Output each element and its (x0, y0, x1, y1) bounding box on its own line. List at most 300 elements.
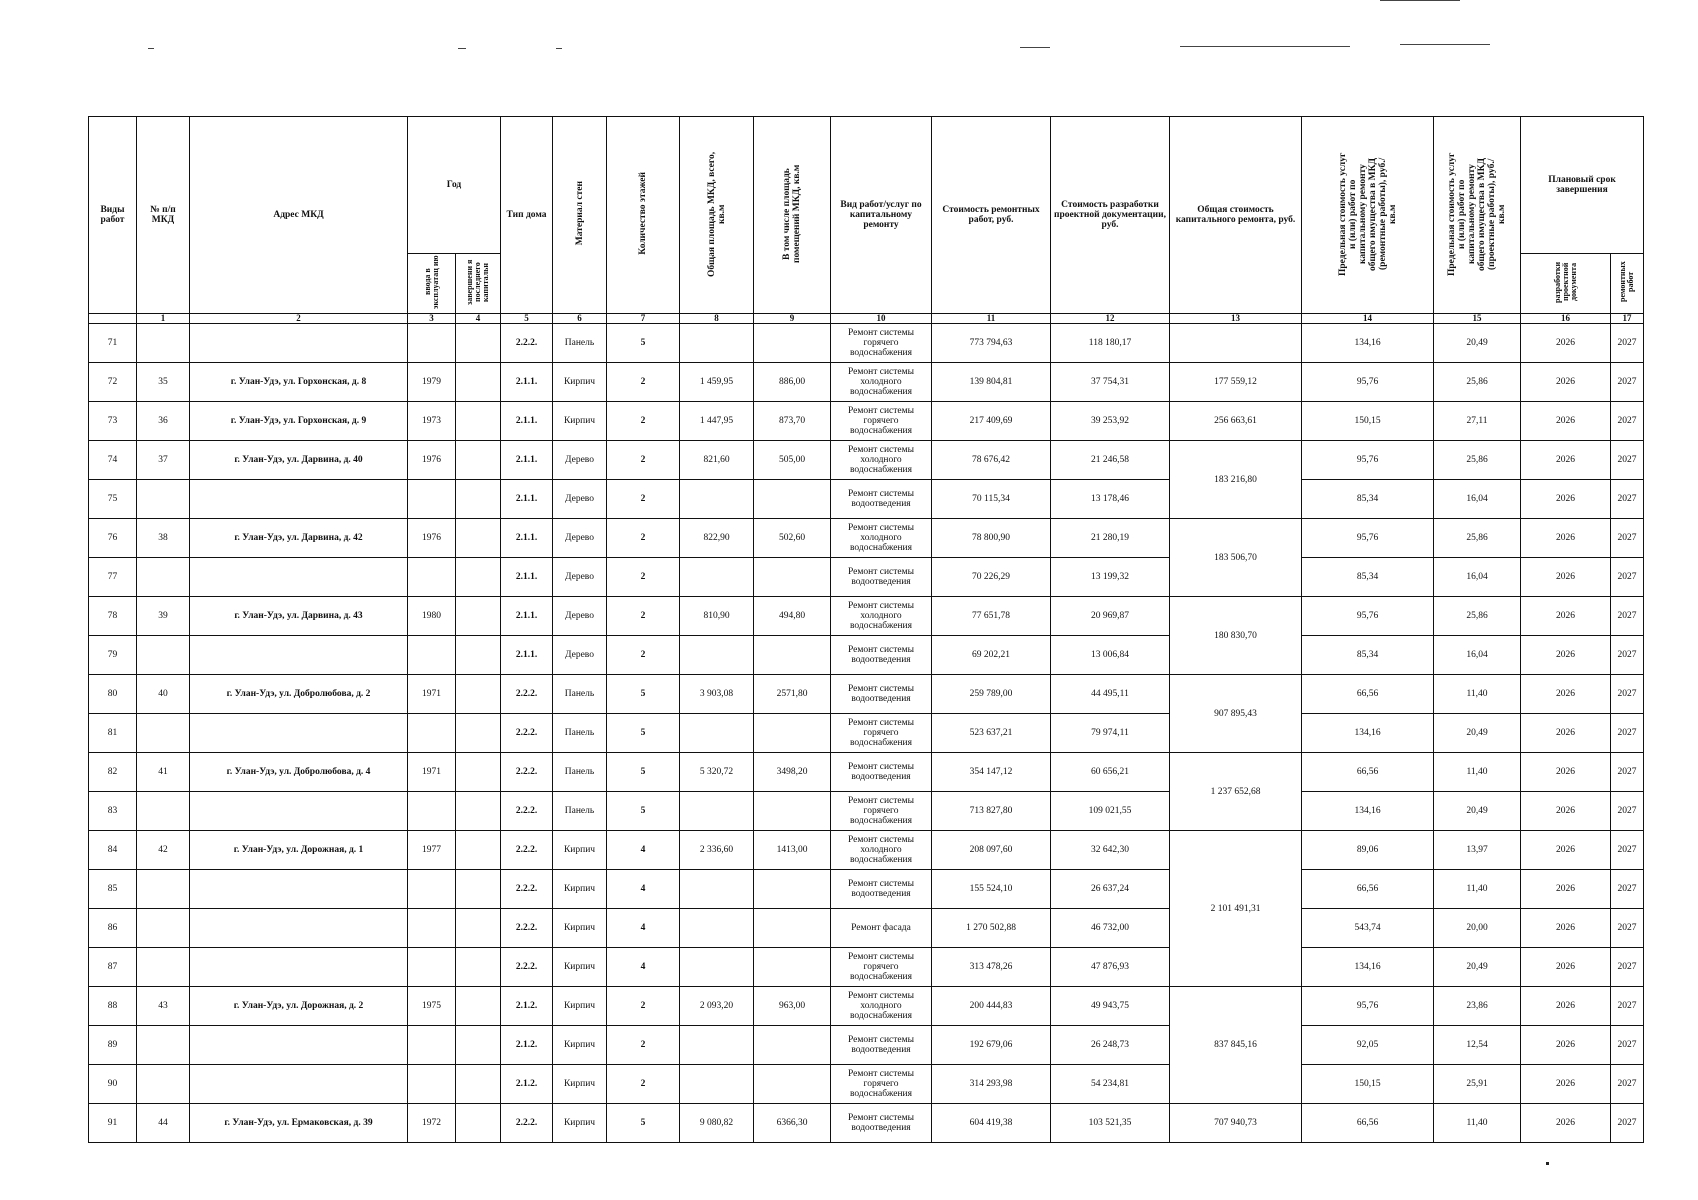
scan-mark (1020, 47, 1050, 48)
cell-design-cost: 20 969,87 (1051, 597, 1170, 636)
cell-premises-area (754, 714, 831, 753)
cell-year-commissioning: 1971 (408, 675, 456, 714)
cell-repair-cost: 313 478,26 (932, 948, 1051, 987)
cell-total-cost: 180 830,70 (1170, 597, 1302, 675)
cell-year-commissioning (408, 792, 456, 831)
cell-design-cost: 118 180,17 (1051, 324, 1170, 363)
cell-work-code: 83 (89, 792, 137, 831)
cell-total-area: 1 459,95 (680, 363, 754, 402)
cell-total-area: 5 320,72 (680, 753, 754, 792)
column-number-row (89, 314, 1677, 324)
th-design-cost: Стоимость разработки проектной документации, руб. (1051, 117, 1170, 314)
cell-term-repair: 2027 (1611, 948, 1644, 987)
cell-repair-kind: Ремонт системы водоотведения (831, 753, 932, 792)
cell-work-code: 89 (89, 1026, 137, 1065)
cell-term-design: 2026 (1521, 597, 1611, 636)
table-row (89, 753, 1677, 792)
cell-limit-design: 13,97 (1434, 831, 1521, 870)
cell-limit-repair: 134,16 (1302, 714, 1434, 753)
cell-limit-design: 25,86 (1434, 441, 1521, 480)
cell-term-repair: 2027 (1611, 441, 1644, 480)
cell-design-cost: 13 178,46 (1051, 480, 1170, 519)
cell-floors: 2 (607, 597, 680, 636)
scan-mark (556, 48, 562, 49)
th-num: 9 (754, 314, 831, 324)
cell-repair-cost: 604 419,38 (932, 1104, 1051, 1143)
table-row (89, 987, 1677, 1026)
cell-term-repair: 2027 (1611, 363, 1644, 402)
cell-repair-kind: Ремонт системы горячего водоснабжения (831, 324, 932, 363)
cell-mkd-number (137, 948, 190, 987)
cell-address (190, 870, 408, 909)
cell-floors: 4 (607, 948, 680, 987)
cell-repair-cost: 523 637,21 (932, 714, 1051, 753)
cell-address (190, 324, 408, 363)
cell-wall-material: Кирпич (553, 1104, 607, 1143)
cell-year-last-repair (456, 714, 501, 753)
cell-wall-material: Кирпич (553, 870, 607, 909)
cell-mkd-number (137, 792, 190, 831)
cell-work-code: 71 (89, 324, 137, 363)
th-num: 16 (1521, 314, 1611, 324)
cell-repair-cost: 139 804,81 (932, 363, 1051, 402)
cell-limit-design: 16,04 (1434, 558, 1521, 597)
cell-repair-kind: Ремонт системы холодного водоснабжения (831, 363, 932, 402)
cell-premises-area: 494,80 (754, 597, 831, 636)
cell-house-type: 2.1.2. (501, 1026, 553, 1065)
cell-year-last-repair (456, 363, 501, 402)
cell-repair-kind: Ремонт системы горячего водоснабжения (831, 1065, 932, 1104)
cell-wall-material: Панель (553, 714, 607, 753)
cell-wall-material: Дерево (553, 519, 607, 558)
table-row (89, 792, 1677, 831)
cell-house-type: 2.1.1. (501, 636, 553, 675)
cell-total-cost: 183 506,70 (1170, 519, 1302, 597)
cell-wall-material: Дерево (553, 597, 607, 636)
cell-repair-cost: 70 226,29 (932, 558, 1051, 597)
cell-limit-repair: 85,34 (1302, 636, 1434, 675)
cell-repair-cost: 354 147,12 (932, 753, 1051, 792)
cell-address: г. Улан-Удэ, ул. Ермаковская, д. 39 (190, 1104, 408, 1143)
cell-limit-design: 20,49 (1434, 714, 1521, 753)
cell-address (190, 1026, 408, 1065)
cell-house-type: 2.1.1. (501, 402, 553, 441)
scan-mark (148, 48, 154, 49)
cell-total-area (680, 948, 754, 987)
cell-limit-design: 25,91 (1434, 1065, 1521, 1104)
th-planned-term: Плановый срок завершения (1521, 117, 1644, 254)
cell-limit-repair: 150,15 (1302, 402, 1434, 441)
cell-total-area: 2 093,20 (680, 987, 754, 1026)
table-row (89, 714, 1677, 753)
cell-premises-area (754, 1026, 831, 1065)
cell-house-type: 2.1.2. (501, 1065, 553, 1104)
cell-limit-repair: 134,16 (1302, 948, 1434, 987)
cell-floors: 2 (607, 519, 680, 558)
cell-design-cost: 44 495,11 (1051, 675, 1170, 714)
cell-design-cost: 49 943,75 (1051, 987, 1170, 1026)
cell-term-repair: 2027 (1611, 714, 1644, 753)
cell-premises-area (754, 948, 831, 987)
cell-wall-material: Кирпич (553, 831, 607, 870)
cell-mkd-number: 44 (137, 1104, 190, 1143)
cell-mkd-number: 42 (137, 831, 190, 870)
cell-repair-kind: Ремонт системы водоотведения (831, 558, 932, 597)
cell-design-cost: 103 521,35 (1051, 1104, 1170, 1143)
cell-year-commissioning (408, 636, 456, 675)
cell-repair-kind: Ремонт системы водоотведения (831, 1104, 932, 1143)
th-num: 11 (932, 314, 1051, 324)
cell-address (190, 792, 408, 831)
capital-repair-table (88, 116, 1677, 1143)
cell-house-type: 2.1.1. (501, 363, 553, 402)
cell-mkd-number: 38 (137, 519, 190, 558)
cell-design-cost: 54 234,81 (1051, 1065, 1170, 1104)
cell-house-type: 2.1.1. (501, 597, 553, 636)
cell-term-design: 2026 (1521, 675, 1611, 714)
cell-design-cost: 26 248,73 (1051, 1026, 1170, 1065)
cell-year-last-repair (456, 558, 501, 597)
cell-repair-kind: Ремонт системы холодного водоснабжения (831, 597, 932, 636)
cell-wall-material: Кирпич (553, 402, 607, 441)
cell-work-code: 82 (89, 753, 137, 792)
cell-house-type: 2.2.2. (501, 948, 553, 987)
th-total-cost: Общая стоимость капитального ремонта, руб. (1170, 117, 1302, 314)
cell-limit-repair: 95,76 (1302, 597, 1434, 636)
cell-limit-design: 20,49 (1434, 948, 1521, 987)
th-repair-kind: Вид работ/услуг по капитальному ремонту (831, 117, 932, 314)
cell-limit-repair: 95,76 (1302, 441, 1434, 480)
cell-mkd-number (137, 558, 190, 597)
cell-repair-kind: Ремонт системы холодного водоснабжения (831, 441, 932, 480)
table-row (89, 324, 1677, 363)
cell-limit-repair: 85,34 (1302, 480, 1434, 519)
cell-floors: 4 (607, 909, 680, 948)
cell-floors: 2 (607, 402, 680, 441)
th-num: 6 (553, 314, 607, 324)
cell-floors: 2 (607, 480, 680, 519)
cell-work-code: 86 (89, 909, 137, 948)
cell-repair-cost: 78 800,90 (932, 519, 1051, 558)
cell-repair-cost: 155 524,10 (932, 870, 1051, 909)
th-limit-design: Предельная стоимость услуг и (или) работ по капитальному ремонту общего имущества в МКД (проектные работы), руб./кв.м (1434, 117, 1521, 314)
cell-term-design: 2026 (1521, 909, 1611, 948)
scan-dot (1546, 1162, 1549, 1165)
cell-term-design: 2026 (1521, 363, 1611, 402)
cell-address: г. Улан-Удэ, ул. Дорожная, д. 1 (190, 831, 408, 870)
cell-total-area: 810,90 (680, 597, 754, 636)
cell-wall-material: Дерево (553, 480, 607, 519)
cell-mkd-number (137, 1065, 190, 1104)
cell-house-type: 2.2.2. (501, 909, 553, 948)
cell-repair-cost: 713 827,80 (932, 792, 1051, 831)
cell-floors: 5 (607, 792, 680, 831)
cell-term-repair: 2027 (1611, 597, 1644, 636)
table-row (89, 636, 1677, 675)
cell-work-code: 74 (89, 441, 137, 480)
cell-mkd-number (137, 636, 190, 675)
cell-limit-design: 25,86 (1434, 363, 1521, 402)
cell-total-area (680, 714, 754, 753)
cell-design-cost: 39 253,92 (1051, 402, 1170, 441)
th-wall-material: Материал стен (553, 117, 607, 314)
cell-total-area (680, 480, 754, 519)
cell-repair-kind: Ремонт системы водоотведения (831, 480, 932, 519)
cell-limit-repair: 92,05 (1302, 1026, 1434, 1065)
th-num: 13 (1170, 314, 1302, 324)
th-num: 4 (456, 314, 501, 324)
cell-address (190, 714, 408, 753)
cell-address (190, 558, 408, 597)
cell-term-repair: 2027 (1611, 519, 1644, 558)
th-num: 2 (190, 314, 408, 324)
table-row (89, 909, 1677, 948)
cell-house-type: 2.1.1. (501, 441, 553, 480)
table-row (89, 558, 1677, 597)
th-year: Год (408, 117, 501, 254)
cell-design-cost: 60 656,21 (1051, 753, 1170, 792)
cell-limit-design: 11,40 (1434, 753, 1521, 792)
cell-total-cost: 183 216,80 (1170, 441, 1302, 519)
cell-limit-repair: 543,74 (1302, 909, 1434, 948)
cell-design-cost: 37 754,31 (1051, 363, 1170, 402)
cell-mkd-number: 41 (137, 753, 190, 792)
cell-year-last-repair (456, 1065, 501, 1104)
cell-total-area (680, 1065, 754, 1104)
cell-term-repair: 2027 (1611, 753, 1644, 792)
cell-total-area: 1 447,95 (680, 402, 754, 441)
th-work-type: Виды работ (89, 117, 137, 314)
cell-limit-repair: 89,06 (1302, 831, 1434, 870)
cell-mkd-number (137, 480, 190, 519)
cell-total-area: 3 903,08 (680, 675, 754, 714)
cell-design-cost: 26 637,24 (1051, 870, 1170, 909)
th-num: 15 (1434, 314, 1521, 324)
cell-year-last-repair (456, 441, 501, 480)
cell-wall-material: Кирпич (553, 1065, 607, 1104)
cell-year-commissioning (408, 1065, 456, 1104)
cell-house-type: 2.2.2. (501, 714, 553, 753)
cell-total-cost: 707 940,73 (1170, 1104, 1302, 1143)
cell-limit-repair: 134,16 (1302, 792, 1434, 831)
cell-house-type: 2.1.1. (501, 519, 553, 558)
cell-total-cost: 837 845,16 (1170, 987, 1302, 1104)
cell-work-code: 75 (89, 480, 137, 519)
cell-repair-kind: Ремонт системы горячего водоснабжения (831, 792, 932, 831)
cell-term-design: 2026 (1521, 831, 1611, 870)
cell-house-type: 2.1.1. (501, 480, 553, 519)
th-total-area: Общая площадь МКД, всего, кв.м (680, 117, 754, 314)
cell-address (190, 948, 408, 987)
cell-floors: 4 (607, 870, 680, 909)
cell-design-cost: 13 006,84 (1051, 636, 1170, 675)
cell-work-code: 77 (89, 558, 137, 597)
cell-limit-repair: 95,76 (1302, 363, 1434, 402)
cell-limit-repair: 85,34 (1302, 558, 1434, 597)
cell-premises-area (754, 870, 831, 909)
cell-address: г. Улан-Удэ, ул. Дарвина, д. 42 (190, 519, 408, 558)
cell-limit-design: 23,86 (1434, 987, 1521, 1026)
cell-term-repair: 2027 (1611, 1065, 1644, 1104)
cell-floors: 5 (607, 1104, 680, 1143)
cell-limit-design: 16,04 (1434, 636, 1521, 675)
th-num: 3 (408, 314, 456, 324)
cell-limit-design: 20,00 (1434, 909, 1521, 948)
cell-year-last-repair (456, 675, 501, 714)
th-num: 10 (831, 314, 932, 324)
cell-design-cost: 21 280,19 (1051, 519, 1170, 558)
cell-wall-material: Панель (553, 792, 607, 831)
cell-total-area: 9 080,82 (680, 1104, 754, 1143)
cell-premises-area: 505,00 (754, 441, 831, 480)
cell-repair-kind: Ремонт системы горячего водоснабжения (831, 714, 932, 753)
th-term-repair: ремонтных работ (1611, 254, 1644, 314)
cell-total-area (680, 636, 754, 675)
th-num: 8 (680, 314, 754, 324)
cell-floors: 5 (607, 753, 680, 792)
cell-design-cost: 109 021,55 (1051, 792, 1170, 831)
cell-year-commissioning: 1975 (408, 987, 456, 1026)
cell-address: г. Улан-Удэ, ул. Добролюбова, д. 2 (190, 675, 408, 714)
cell-floors: 2 (607, 1026, 680, 1065)
table-row (89, 1065, 1677, 1104)
cell-work-code: 79 (89, 636, 137, 675)
cell-term-design: 2026 (1521, 753, 1611, 792)
cell-limit-repair: 134,16 (1302, 324, 1434, 363)
th-mkd-number: № п/п МКД (137, 117, 190, 314)
cell-premises-area (754, 480, 831, 519)
cell-work-code: 88 (89, 987, 137, 1026)
cell-repair-kind: Ремонт системы водоотведения (831, 636, 932, 675)
th-house-type: Тип дома (501, 117, 553, 314)
cell-mkd-number (137, 909, 190, 948)
cell-repair-kind: Ремонт системы холодного водоснабжения (831, 519, 932, 558)
cell-total-area (680, 870, 754, 909)
cell-total-area (680, 792, 754, 831)
cell-house-type: 2.1.2. (501, 987, 553, 1026)
cell-wall-material: Панель (553, 753, 607, 792)
cell-house-type: 2.2.2. (501, 675, 553, 714)
scan-mark (458, 48, 466, 49)
scan-mark (1380, 0, 1460, 1)
cell-premises-area (754, 558, 831, 597)
cell-floors: 5 (607, 714, 680, 753)
cell-repair-cost: 773 794,63 (932, 324, 1051, 363)
cell-term-design: 2026 (1521, 441, 1611, 480)
cell-total-area (680, 558, 754, 597)
cell-total-area: 821,60 (680, 441, 754, 480)
cell-year-last-repair (456, 519, 501, 558)
cell-premises-area (754, 792, 831, 831)
cell-wall-material: Кирпич (553, 909, 607, 948)
th-num: 5 (501, 314, 553, 324)
cell-mkd-number (137, 324, 190, 363)
cell-design-cost: 32 642,30 (1051, 831, 1170, 870)
cell-year-last-repair (456, 831, 501, 870)
cell-floors: 2 (607, 441, 680, 480)
cell-house-type: 2.1.1. (501, 558, 553, 597)
cell-limit-design: 11,40 (1434, 1104, 1521, 1143)
th-limit-repair: Предельная стоимость услуг и (или) работ по капитальному ремонту общего имущества в МКД (ремонтные работы), руб./кв.м (1302, 117, 1434, 314)
cell-year-last-repair (456, 597, 501, 636)
cell-repair-cost: 78 676,42 (932, 441, 1051, 480)
cell-address (190, 636, 408, 675)
th-num: 14 (1302, 314, 1434, 324)
cell-limit-repair: 95,76 (1302, 519, 1434, 558)
cell-address (190, 909, 408, 948)
cell-limit-design: 11,40 (1434, 870, 1521, 909)
cell-year-commissioning (408, 909, 456, 948)
cell-term-repair: 2027 (1611, 870, 1644, 909)
cell-total-cost: 2 101 491,31 (1170, 831, 1302, 987)
cell-term-repair: 2027 (1611, 831, 1644, 870)
cell-address: г. Улан-Удэ, ул. Горхонская, д. 8 (190, 363, 408, 402)
cell-term-repair: 2027 (1611, 909, 1644, 948)
th-term-design: разработки проектной документа (1521, 254, 1611, 314)
cell-wall-material: Дерево (553, 558, 607, 597)
cell-year-last-repair (456, 909, 501, 948)
cell-work-code: 80 (89, 675, 137, 714)
cell-address (190, 480, 408, 519)
table-row (89, 363, 1677, 402)
cell-house-type: 2.2.2. (501, 831, 553, 870)
cell-repair-kind: Ремонт системы водоотведения (831, 1026, 932, 1065)
table-row (89, 1104, 1677, 1143)
cell-year-commissioning: 1971 (408, 753, 456, 792)
cell-year-last-repair (456, 792, 501, 831)
cell-total-area: 2 336,60 (680, 831, 754, 870)
cell-repair-cost: 192 679,06 (932, 1026, 1051, 1065)
cell-term-design: 2026 (1521, 792, 1611, 831)
cell-term-design: 2026 (1521, 1104, 1611, 1143)
cell-limit-design: 20,49 (1434, 792, 1521, 831)
th-num: 1 (137, 314, 190, 324)
cell-wall-material: Панель (553, 324, 607, 363)
cell-total-cost: 907 895,43 (1170, 675, 1302, 753)
cell-wall-material: Дерево (553, 441, 607, 480)
cell-premises-area: 2571,80 (754, 675, 831, 714)
cell-wall-material: Панель (553, 675, 607, 714)
table-row (89, 480, 1677, 519)
table-row (89, 831, 1677, 870)
th-address: Адрес МКД (190, 117, 408, 314)
cell-premises-area: 3498,20 (754, 753, 831, 792)
cell-year-last-repair (456, 1026, 501, 1065)
cell-repair-kind: Ремонт системы горячего водоснабжения (831, 402, 932, 441)
cell-wall-material: Кирпич (553, 363, 607, 402)
cell-wall-material: Кирпич (553, 948, 607, 987)
th-num-empty (89, 314, 137, 324)
cell-repair-cost: 77 651,78 (932, 597, 1051, 636)
cell-term-repair: 2027 (1611, 324, 1644, 363)
register-table-wrap (88, 116, 1677, 1143)
cell-limit-design: 25,86 (1434, 597, 1521, 636)
cell-total-cost: 177 559,12 (1170, 363, 1302, 402)
cell-work-code: 73 (89, 402, 137, 441)
cell-term-design: 2026 (1521, 870, 1611, 909)
cell-floors: 2 (607, 1065, 680, 1104)
cell-premises-area: 873,70 (754, 402, 831, 441)
cell-limit-repair: 150,15 (1302, 1065, 1434, 1104)
cell-address: г. Улан-Удэ, ул. Дорожная, д. 2 (190, 987, 408, 1026)
cell-repair-cost: 1 270 502,88 (932, 909, 1051, 948)
cell-work-code: 72 (89, 363, 137, 402)
cell-year-commissioning: 1976 (408, 519, 456, 558)
cell-limit-design: 20,49 (1434, 324, 1521, 363)
th-floors: Количество этажей (607, 117, 680, 314)
cell-year-commissioning: 1979 (408, 363, 456, 402)
cell-premises-area: 1413,00 (754, 831, 831, 870)
